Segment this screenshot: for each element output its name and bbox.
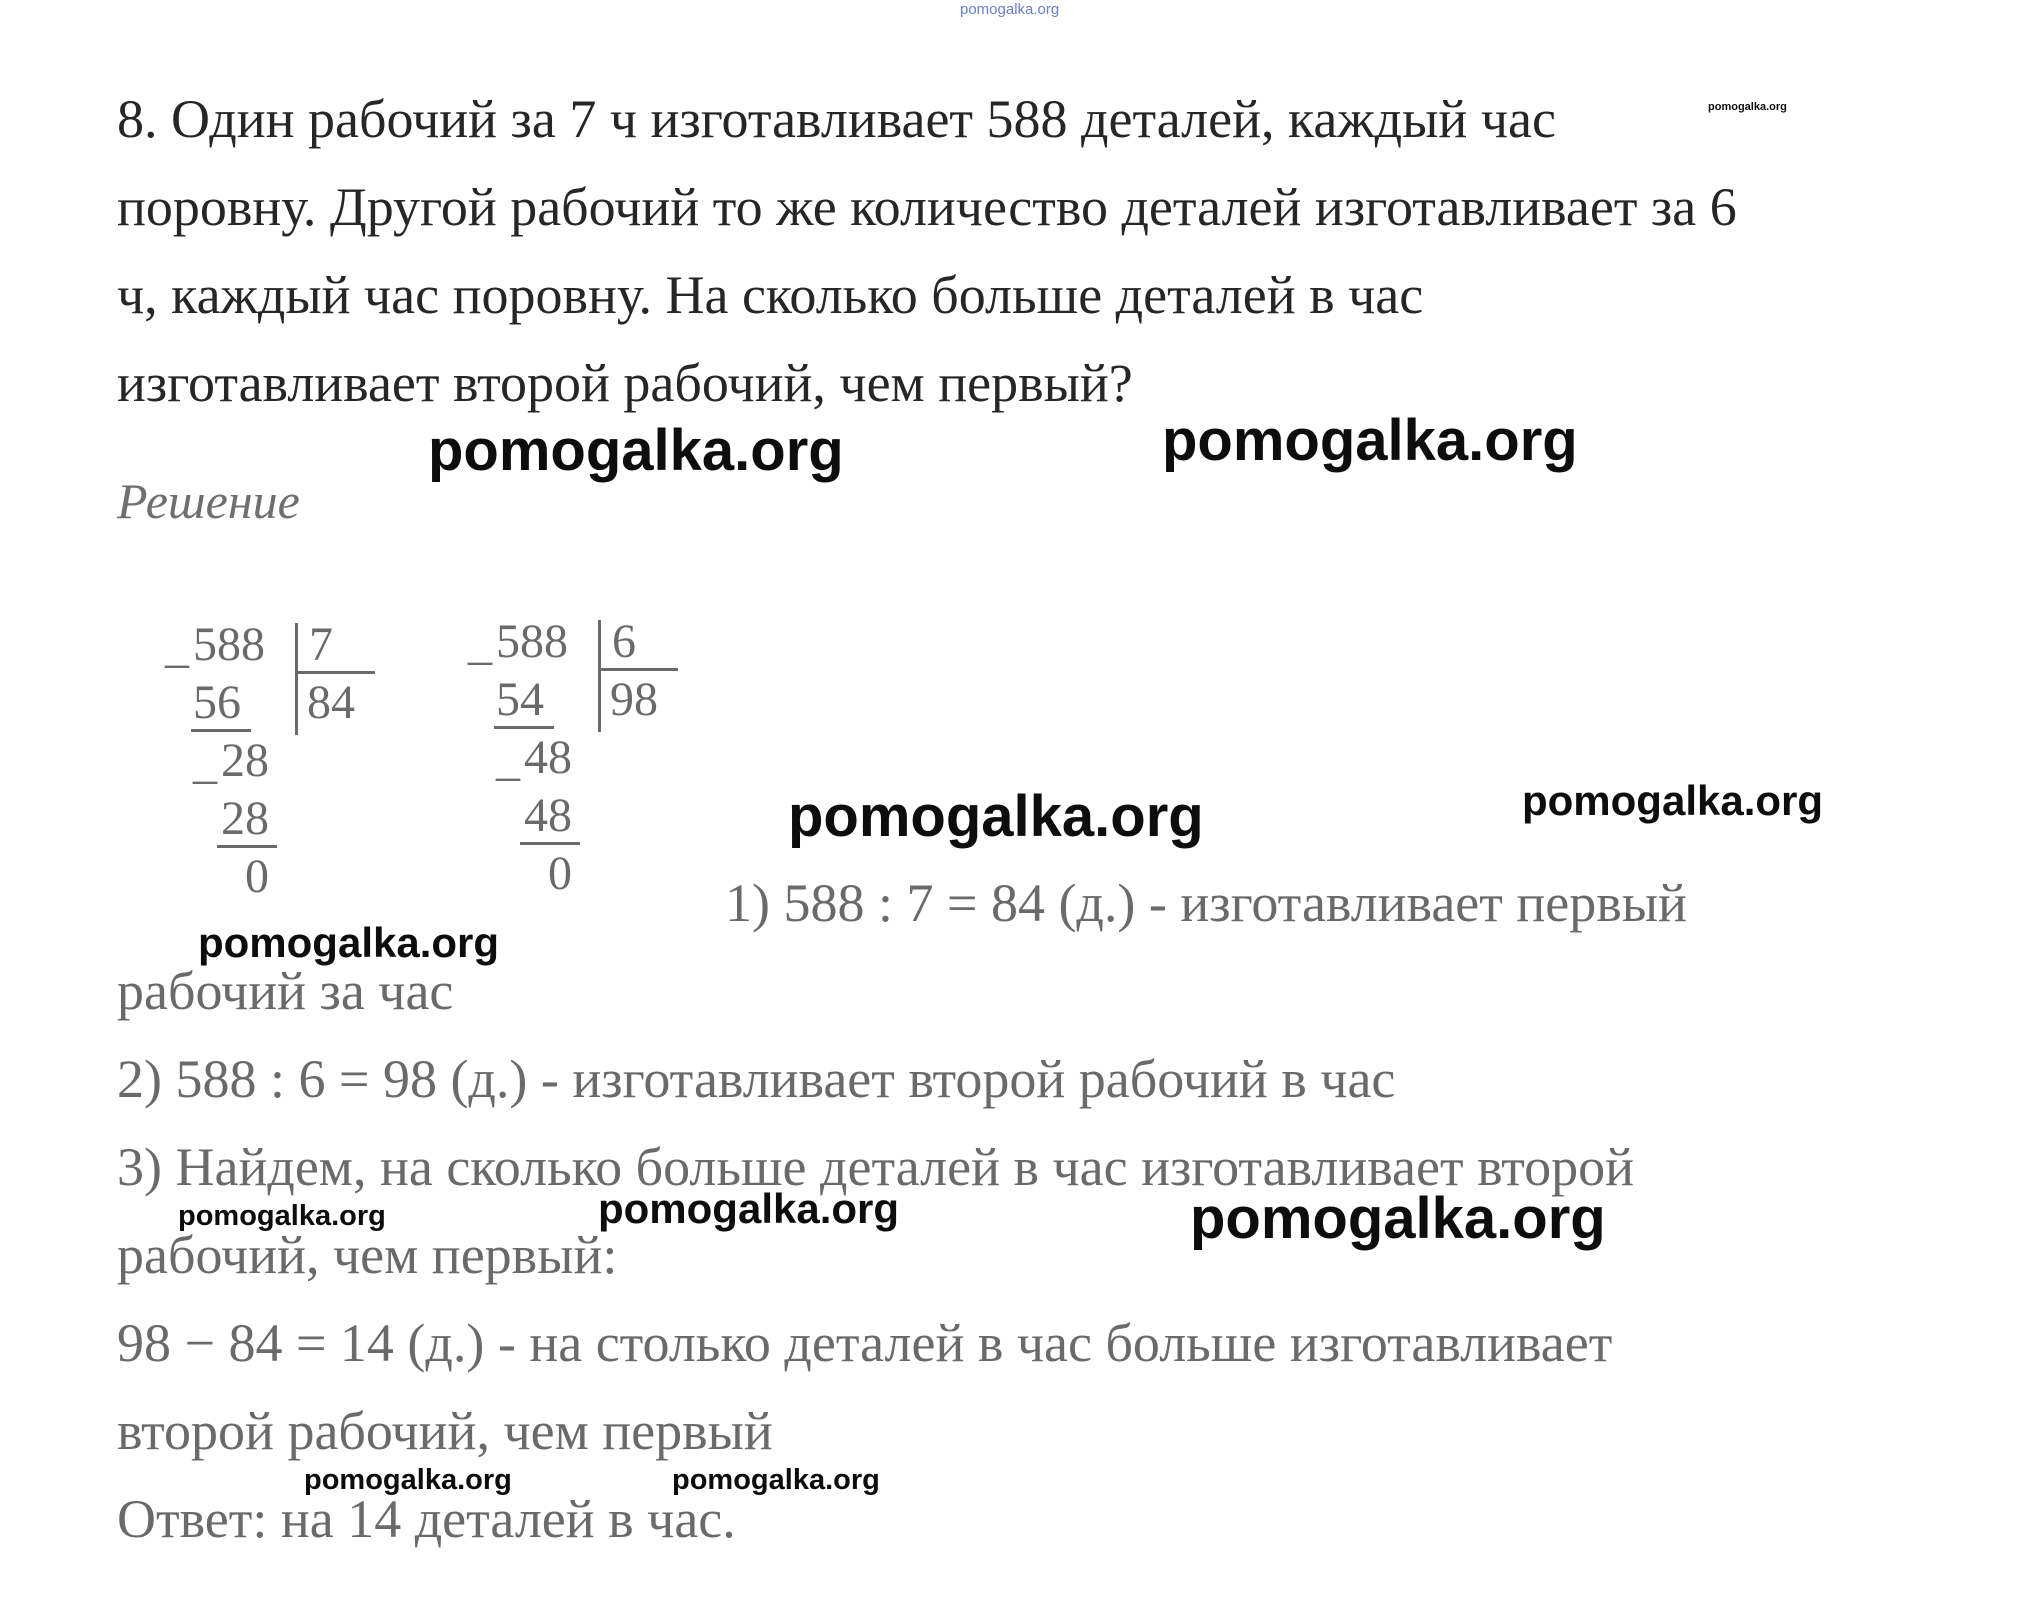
division-bar xyxy=(295,623,298,735)
watermark: pomogalka.org xyxy=(198,919,500,966)
divisor: 7 xyxy=(309,618,333,671)
step-2: 2) 588 : 6 = 98 (д.) - изготавливает второй рабочий в час xyxy=(117,1049,1396,1109)
watermark: pomogalka.org xyxy=(1162,408,1578,473)
minus-sign: _ xyxy=(468,617,492,670)
step-1-line-2: рабочий за час xyxy=(117,961,454,1021)
step-underline xyxy=(520,842,580,845)
step-underline xyxy=(494,726,554,729)
remainder: 0 xyxy=(548,847,572,900)
watermark: pomogalka.org xyxy=(788,784,1204,849)
step-subtrahend: 54 xyxy=(496,673,544,726)
step-4-line-1: 98 − 84 = 14 (д.) - на столько деталей в час больше изготавливает xyxy=(117,1313,1613,1373)
watermark: pomogalka.org xyxy=(1190,1186,1606,1251)
step-underline xyxy=(217,845,277,848)
watermark: pomogalka.org xyxy=(428,418,844,483)
quotient: 84 xyxy=(307,676,355,729)
step-underline xyxy=(191,729,251,732)
step-3-line-2: рабочий, чем первый: xyxy=(117,1225,618,1285)
minus-sign: _ xyxy=(496,733,520,786)
problem-line-4: изготавливает второй рабочий, чем первый? xyxy=(117,353,1133,413)
dividend: 588 xyxy=(193,618,265,671)
quotient: 98 xyxy=(610,673,658,726)
divisor-underline xyxy=(598,668,678,671)
problem-line-1: 8. Один рабочий за 7 ч изготавливает 588 деталей, каждый час xyxy=(117,89,1556,149)
answer: Ответ: на 14 деталей в час. xyxy=(117,1489,736,1549)
step-subtrahend: 56 xyxy=(193,676,241,729)
problem-line-3: ч, каждый час поровну. На сколько больше деталей в час xyxy=(117,265,1424,325)
long-division-2 xyxy=(468,612,708,912)
problem-line-2: поровну. Другой рабочий то же количество деталей изготавливает за 6 xyxy=(117,177,1737,237)
divisor: 6 xyxy=(612,615,636,668)
watermark: pomogalka.org xyxy=(178,1200,386,1232)
minus-sign: _ xyxy=(165,620,189,673)
step-1-line-1: 1) 588 : 7 = 84 (д.) - изготавливает первый xyxy=(725,873,1687,933)
step-3-line-1: 3) Найдем, на сколько больше деталей в час изготавливает второй xyxy=(117,1137,1635,1197)
divisor-underline xyxy=(295,671,375,674)
watermark: pomogalka.org xyxy=(1522,777,1824,824)
watermark-tiny: pomogalka.org xyxy=(1708,101,1787,113)
minus-sign: _ xyxy=(193,736,217,789)
watermark: pomogalka.org xyxy=(672,1464,880,1496)
step-subtrahend: 48 xyxy=(524,789,572,842)
dividend: 588 xyxy=(496,615,568,668)
solution-heading: Решение xyxy=(117,473,300,529)
watermark: pomogalka.org xyxy=(304,1464,512,1496)
step-remainder: 28 xyxy=(221,734,269,787)
step-remainder: 48 xyxy=(524,731,572,784)
watermark: pomogalka.org xyxy=(598,1185,900,1232)
step-subtrahend: 28 xyxy=(221,792,269,845)
long-division-1 xyxy=(165,615,405,915)
division-bar xyxy=(598,620,601,732)
remainder: 0 xyxy=(245,850,269,903)
step-4-line-2: второй рабочий, чем первый xyxy=(117,1401,773,1461)
watermark-top: pomogalka.org xyxy=(960,1,1060,18)
